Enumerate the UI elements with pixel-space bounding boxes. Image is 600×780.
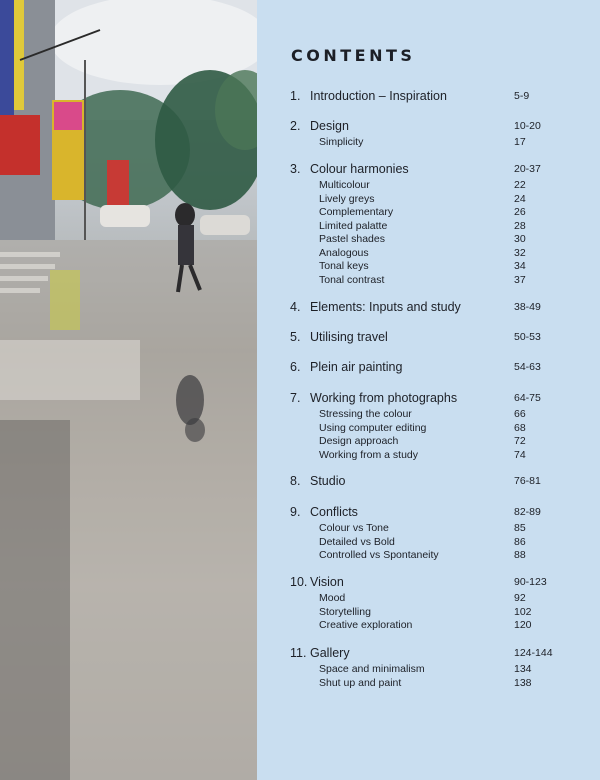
toc-subentry-pages: 34 xyxy=(514,260,526,272)
toc-subentry[interactable] xyxy=(0,677,600,693)
toc-subentry-pages: 85 xyxy=(514,522,526,534)
page-title: CONTENTS xyxy=(291,46,416,65)
toc-entry-number: 1. xyxy=(290,89,301,103)
toc-subentry-pages: 134 xyxy=(514,663,532,675)
toc-entry-pages: 124-144 xyxy=(514,647,553,659)
toc-entry[interactable] xyxy=(0,119,600,135)
toc-subentry-pages: 138 xyxy=(514,676,532,689)
toc-subentry-label: Space and minimalism xyxy=(319,663,425,675)
toc-subentry-label: Using computer editing xyxy=(319,421,427,434)
toc-subentry[interactable] xyxy=(0,449,600,465)
toc-entry-number: 4. xyxy=(290,300,301,314)
toc-subentry-pages: 92 xyxy=(514,592,526,604)
toc-entry-pages: 5-9 xyxy=(514,90,530,102)
toc-entry-label: Elements: Inputs and study xyxy=(310,300,461,314)
toc-subentry-label: Shut up and paint xyxy=(319,676,402,689)
toc-entry[interactable] xyxy=(0,505,600,521)
toc-subentry-label: Design approach xyxy=(319,435,399,447)
toc-entry[interactable] xyxy=(0,162,600,178)
toc-subentry-pages: 72 xyxy=(514,435,526,447)
toc-entry-label: Plein air painting xyxy=(310,360,403,374)
toc-entry-pages: 38-49 xyxy=(514,301,541,313)
toc-entry-label: Design xyxy=(310,119,349,133)
toc-subentry-label: Multicolour xyxy=(319,179,370,191)
toc-entry-label: Vision xyxy=(310,575,344,589)
toc-subentry-pages: 66 xyxy=(514,408,526,420)
toc-subentry-pages: 37 xyxy=(514,273,526,286)
toc-subentry-label: Complementary xyxy=(319,206,394,218)
toc-subentry-label: Working from a study xyxy=(319,448,419,461)
toc-subentry-pages: 24 xyxy=(514,192,526,205)
toc-subentry-pages: 102 xyxy=(514,605,532,618)
toc-subentry-label: Detailed vs Bold xyxy=(319,535,395,548)
toc-subentry-pages: 17 xyxy=(514,136,526,148)
toc-entry-pages: 50-53 xyxy=(514,331,541,343)
toc-subentry-label: Creative exploration xyxy=(319,619,413,631)
toc-subentry-label: Controlled vs Spontaneity xyxy=(319,549,439,561)
toc-entry-pages: 64-75 xyxy=(514,392,541,404)
toc-entry-label: Studio xyxy=(310,474,346,488)
toc-entry-label: Gallery xyxy=(310,646,350,660)
toc-subentry[interactable] xyxy=(0,136,600,152)
toc-entry-pages: 76-81 xyxy=(514,475,541,487)
toc-subentry-label: Tonal contrast xyxy=(319,273,385,286)
toc-subentry-pages: 30 xyxy=(514,233,526,245)
toc-entry[interactable] xyxy=(0,300,600,316)
toc-subentry-label: Stressing the colour xyxy=(319,408,412,420)
toc-subentry-label: Simplicity xyxy=(319,136,364,148)
toc-entry-number: 8. xyxy=(290,474,301,488)
toc-entry-pages: 20-37 xyxy=(514,163,541,175)
toc-subentry-label: Pastel shades xyxy=(319,233,385,245)
toc-entry-label: Working from photographs xyxy=(310,391,458,405)
toc-subentry[interactable] xyxy=(0,549,600,565)
toc-subentry-pages: 28 xyxy=(514,219,526,232)
toc-entry-number: 3. xyxy=(290,162,301,176)
toc-subentry-label: Mood xyxy=(319,592,346,604)
toc-subentry-pages: 88 xyxy=(514,549,526,561)
toc-entry-label: Conflicts xyxy=(310,505,358,519)
toc-entry[interactable] xyxy=(0,575,600,591)
toc-entry-pages: 54-63 xyxy=(514,361,541,373)
toc-subentry-label: Colour vs Tone xyxy=(319,522,389,534)
toc-entry-pages: 90-123 xyxy=(514,576,547,588)
toc-entry-number: 10. xyxy=(290,575,308,589)
toc-subentry-label: Limited palatte xyxy=(319,219,388,232)
toc-subentry-pages: 86 xyxy=(514,535,526,548)
toc-entry[interactable] xyxy=(0,646,600,662)
toc-entry-number: 11. xyxy=(290,646,307,660)
toc-subentry-label: Storytelling xyxy=(319,605,371,618)
toc-entry[interactable] xyxy=(0,330,600,346)
toc-subentry-pages: 74 xyxy=(514,448,526,461)
toc-entry[interactable] xyxy=(0,360,600,376)
toc-subentry-pages: 26 xyxy=(514,206,526,218)
toc-entry-number: 9. xyxy=(290,505,301,519)
toc-entry-label: Utilising travel xyxy=(310,330,388,344)
toc-subentry[interactable] xyxy=(0,619,600,635)
toc-entry[interactable] xyxy=(0,89,600,105)
toc-entry-number: 2. xyxy=(290,119,301,133)
toc-subentry-label: Tonal keys xyxy=(319,260,369,272)
toc-subentry-label: Lively greys xyxy=(319,192,375,205)
toc-entry-number: 5. xyxy=(290,330,301,344)
toc-subentry-label: Analogous xyxy=(319,246,369,259)
toc-subentry-pages: 120 xyxy=(514,619,532,631)
toc-subentry-pages: 22 xyxy=(514,179,526,191)
toc-subentry-pages: 32 xyxy=(514,246,526,259)
toc-entry-number: 7. xyxy=(290,391,301,405)
toc-entry[interactable] xyxy=(0,474,600,490)
toc-entry[interactable] xyxy=(0,391,600,407)
toc-entry-number: 6. xyxy=(290,360,301,374)
toc-subentry-pages: 68 xyxy=(514,421,526,434)
toc-entry-label: Introduction – Inspiration xyxy=(310,89,447,103)
toc-entry-pages: 82-89 xyxy=(514,506,541,518)
toc-subentry[interactable] xyxy=(0,274,600,290)
toc-entry-pages: 10-20 xyxy=(514,120,541,132)
toc-entry-label: Colour harmonies xyxy=(310,162,409,176)
